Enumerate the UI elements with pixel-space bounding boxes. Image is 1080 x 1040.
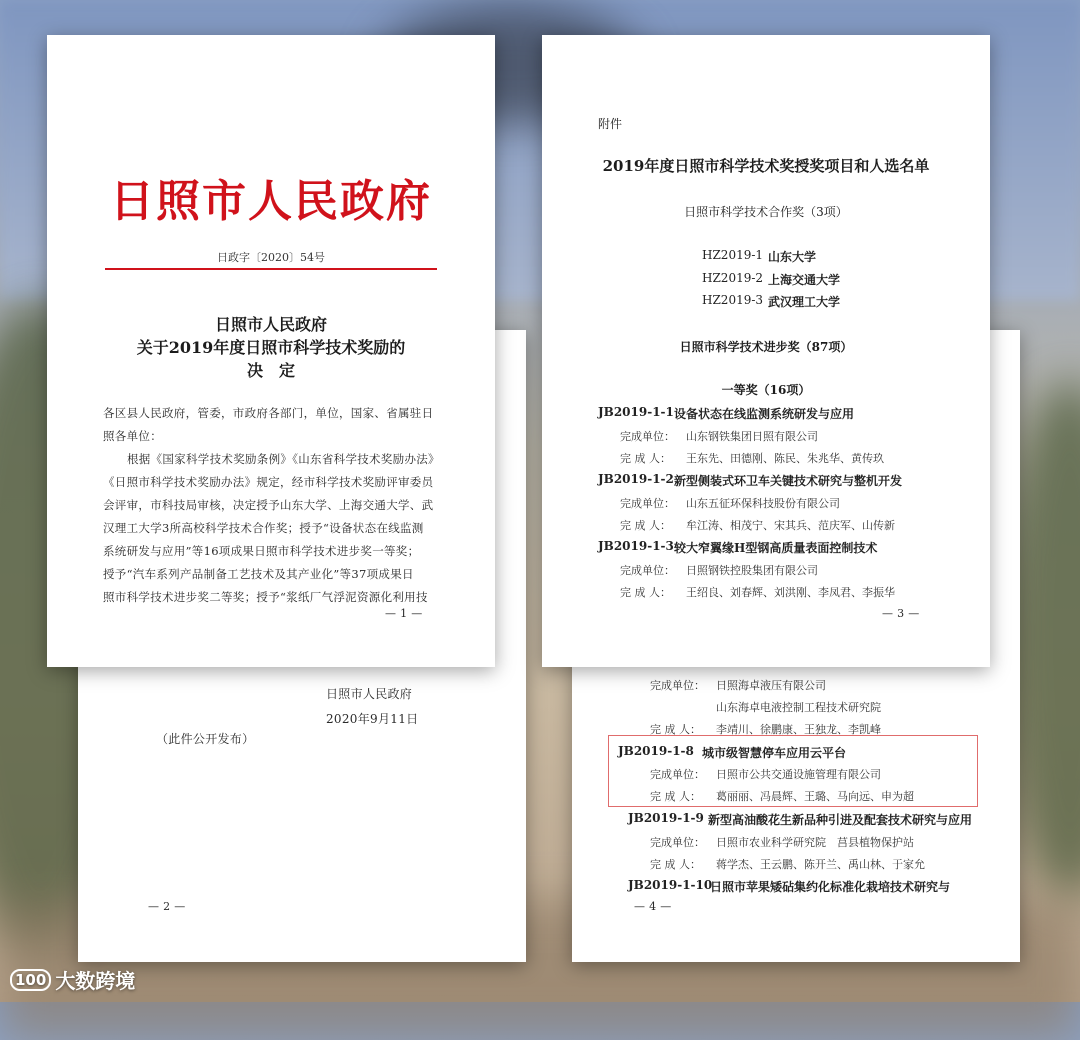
people-value: 牟江涛、相茂宁、宋其兵、范庆军、山传新 (686, 519, 895, 532)
people-value: 王绍良、刘春辉、刘洪刚、李凤君、李振华 (686, 586, 895, 599)
page-number: — 3 — (882, 607, 920, 620)
coop-code: HZ2019-2 (702, 271, 764, 285)
red-header: 日照市人民政府 (110, 176, 432, 227)
people-value: 李靖川、徐鹏康、王独龙、李凯峰 (716, 723, 881, 736)
coop-name: 武汉理工大学 (768, 295, 841, 309)
body-line-7: 照市科学技术进步奖二等奖；授予“浆纸厂气浮泥资源化利用技 (103, 590, 428, 604)
coop-name: 上海交通大学 (768, 273, 841, 287)
page-number: — 4 — (634, 900, 672, 913)
entry-code: JB2019-1-9 (628, 811, 704, 825)
list-title: 2019年度日照市科学技术奖授奖项目和人选名单 (602, 157, 930, 175)
page-number: — 2 — (148, 900, 186, 913)
people-value: 葛丽丽、冯晨辉、王璐、马向远、申为超 (716, 790, 914, 803)
people-label: 完 成 人： (620, 586, 671, 599)
entry-project: 城市级智慧停车应用云平台 (702, 746, 847, 760)
unit-value: 日照市公共交通设施管理有限公司 (716, 768, 881, 781)
document-page-3 (542, 35, 990, 667)
salutation: 各区县人民政府，管委，市政府各部门，单位，国家、省属驻日 (103, 406, 434, 420)
attachment-label: 附件 (598, 117, 623, 131)
logo-icon: 100 (10, 969, 51, 991)
entry-project: 新型侧装式环卫车关键技术研究与整机开发 (674, 474, 903, 488)
unit-label: 完成单位： (650, 836, 705, 849)
doc-title-line3: 决 定 (246, 361, 295, 380)
people-label: 完 成 人： (650, 723, 701, 736)
people-label: 完 成 人： (620, 452, 671, 465)
body-line-3: 会评审，市科技局审核，决定授予山东大学、上海交通大学、武 (103, 498, 434, 512)
entry-code: JB2019-1-3 (598, 539, 674, 553)
unit-label: 完成单位： (650, 679, 705, 692)
body-line-5: 系统研发与应用”等16项成果日照市科学技术进步奖一等奖； (103, 544, 420, 558)
unit-value: 山东五征环保科技股份有限公司 (686, 497, 840, 510)
body-line-6: 授予“汽车系列产品制备工艺技术及其产业化”等37项成果日 (103, 567, 414, 581)
people-label: 完 成 人： (620, 519, 671, 532)
document-page-1 (47, 35, 495, 667)
signature: 日照市人民政府 (326, 687, 413, 701)
red-divider (105, 268, 437, 270)
date: 2020年9月11日 (326, 712, 419, 726)
coop-heading: 日照市科学技术合作奖（3项） (684, 205, 848, 219)
people-value: 王东先、田德刚、陈民、朱兆华、黄传玖 (686, 452, 884, 465)
entry-project: 设备状态在线监测系统研发与应用 (674, 407, 855, 421)
entry-project: 较大窄翼缘H型钢高质量表面控制技术 (674, 541, 878, 555)
entry-project: 日照市苹果矮砧集约化标准化栽培技术研究与 (710, 880, 951, 894)
unit-value: 日照钢铁控股集团有限公司 (686, 564, 818, 577)
coop-code: HZ2019-1 (702, 248, 764, 262)
people-label: 完 成 人： (650, 858, 701, 871)
salutation-2: 照各单位： (103, 429, 162, 443)
unit-label: 完成单位： (620, 497, 675, 510)
entry-code: JB2019-1-2 (598, 472, 674, 486)
body-line-1: 根据《国家科学技术奖励条例》《山东省科学技术奖励办法》 (127, 452, 440, 466)
entry-code: JB2019-1-1 (598, 405, 674, 419)
people-label: 完 成 人： (650, 790, 701, 803)
doc-title-line2: 关于2019年度日照市科学技术奖励的 (136, 338, 406, 357)
brand-name: 大数跨境 (55, 969, 136, 993)
unit-label: 完成单位： (620, 430, 675, 443)
publication-note: （此件公开发布） (156, 732, 255, 746)
coop-name: 山东大学 (768, 250, 817, 264)
page-number: — 1 — (385, 607, 423, 620)
progress-heading: 日照市科学技术进步奖（87项） (679, 340, 853, 354)
body-line-4: 汉理工大学3所高校科学技术合作奖；授予“设备状态在线监测 (103, 521, 424, 535)
brand-watermark (10, 965, 135, 994)
unit-label: 完成单位： (620, 564, 675, 577)
unit-value: 日照海卓液压有限公司 (716, 679, 826, 692)
unit-label: 完成单位： (650, 768, 705, 781)
entry-project: 新型高油酸花生新品种引进及配套技术研究与应用 (708, 813, 973, 827)
doc-number: 日政字〔2020〕54号 (217, 251, 325, 264)
unit-value: 山东钢铁集团日照有限公司 (686, 430, 818, 443)
unit-value: 日照市农业科学研究院 莒县植物保护站 (716, 836, 914, 849)
coop-code: HZ2019-3 (702, 293, 764, 307)
entry-code: JB2019-1-8 (618, 744, 694, 758)
doc-title-line1: 日照市人民政府 (214, 315, 327, 334)
unit-value-2: 山东海卓电液控制工程技术研究院 (716, 701, 881, 714)
body-line-2: 《日照市科学技术奖励办法》规定，经市科学技术奖励评审委员 (103, 475, 434, 489)
entry-code: JB2019-1-10 (628, 878, 713, 892)
first-prize-heading: 一等奖（16项） (721, 383, 811, 397)
people-value: 蒋学杰、王云鹏、陈开兰、禹山林、于家允 (716, 858, 925, 871)
